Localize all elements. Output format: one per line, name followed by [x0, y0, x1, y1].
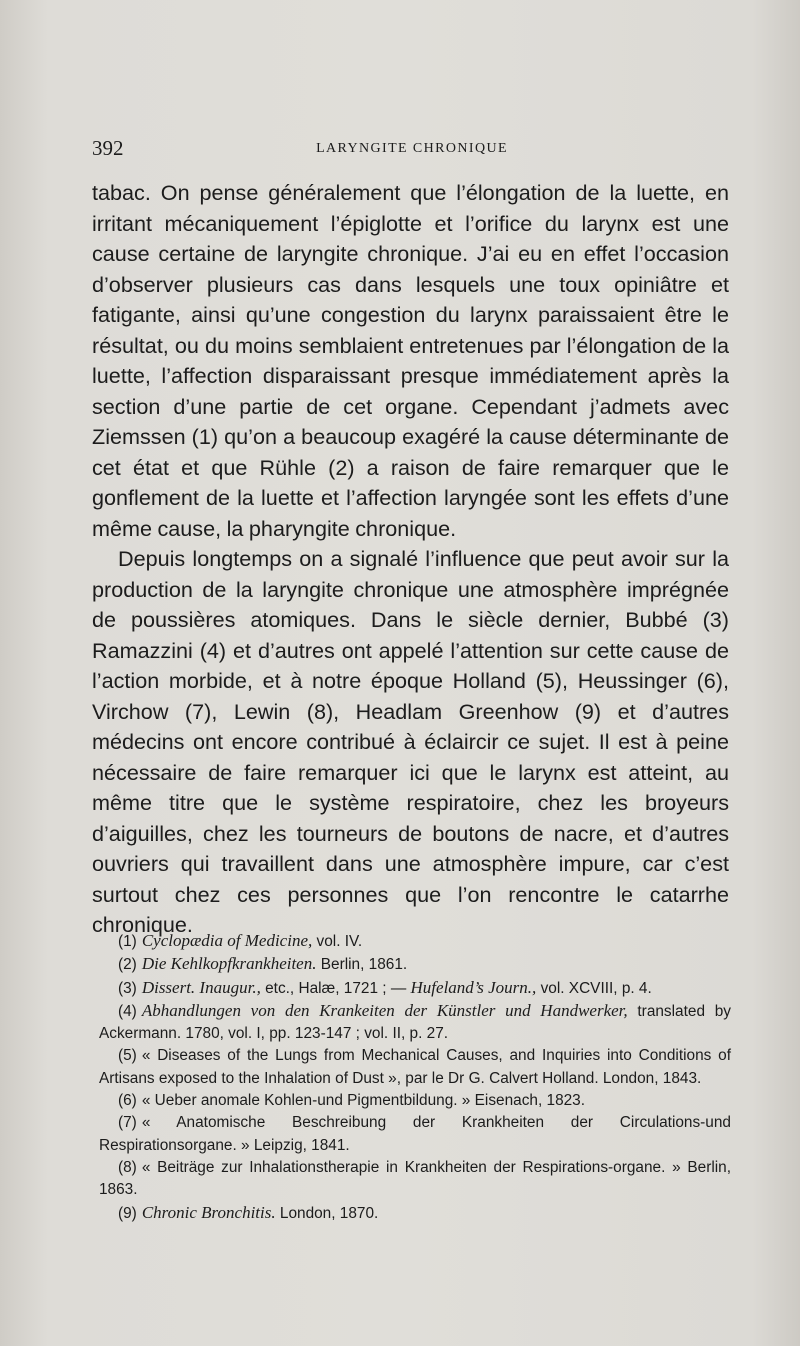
footnote	[80, 1090, 731, 1112]
footnote-text: « Anatomische Beschreibung der Krankheiten der Circulations-und Respirationsorgane. » Leipzig, 1841.	[99, 1114, 731, 1154]
footnote-title: Chronic Bronchitis.	[141, 1202, 276, 1222]
footnote	[80, 977, 731, 1000]
footnote-number: (6)	[118, 1092, 137, 1110]
main-text	[92, 178, 729, 941]
footnote-number: (2)	[118, 956, 137, 974]
footnote-text: etc., Halæ, 1721 ; —	[260, 979, 411, 997]
footnote-text: London, 1870.	[275, 1204, 379, 1222]
footnote-title: Die Kehlkopfkrankheiten.	[141, 954, 317, 974]
paragraph: Depuis longtemps on a signalé l’influence que peut avoir sur la production de la laryngite chronique une atmosphère imprégnée de poussières atomiques. Dans le siècle dernier, Bubbé (3) Ramazzini (4) et d’autres ont appelé l’attention sur cette cause de l’action morbide, et à notre époque Holland (5), Heussinger (6), Virchow (7), Lewin (8), Headlam Greenhow (9) et d’autres médecins ont encore contribué à éclaircir ce sujet. Il est à peine nécessaire de faire remarquer ici que le larynx est atteint, au même titre que le système respiratoire, chez les broyeurs d’aiguilles, chez les tourneurs de boutons de nacre, et d’autres ouvriers qui travaillent dans une atmosphère impure, car c’est surtout chez ces personnes que l’on rencontre le catarrhe chronique.	[92, 546, 729, 937]
footnote-title: Abhandlungen von den Krankeiten der Künstler und Handwerker,	[141, 1000, 628, 1020]
footnote	[80, 953, 731, 976]
footnote-text: translated by Ackermann. 1780, vol. I, pp. 123-147 ; vol. II, p. 27.	[99, 1002, 731, 1043]
page-number: 392	[92, 136, 124, 160]
footnote-text: « Diseases of the Lungs from Mechanical Causes, and Inquiries into Conditions of Artisans exposed to the Inhalation of Dust », par le Dr G. Calvert Holland. London, 1843.	[99, 1047, 731, 1087]
footnote-number: (7)	[118, 1114, 137, 1132]
footnote	[80, 1112, 731, 1157]
footnote	[80, 1157, 731, 1202]
paragraph: tabac. On pense généralement que l’élongation de la luette, en irritant mécaniquement l’épiglotte et l’orifice du larynx est une cause certaine de laryngite chronique. J’ai eu en effet l’occasion d’observer plusieurs cas dans lesquels une toux opiniâtre et fatigante, ainsi qu’une congestion du larynx paraissaient être le résultat, ou du moins semblaient entretenues par l’élongation de la luette, l’affection disparaissant presque immédiatement après la section d’une partie de cet organe. Cependant j’admets avec Ziemssen (1) qu’on a beaucoup exagéré la cause déterminante de cet état et que Rühle (2) a raison de faire remarquer que le gonflement de la luette et l’affection laryngée sont les effets d’une même cause, la pharyngite chronique.	[92, 180, 729, 541]
footnote	[80, 1000, 731, 1046]
footnote-number: (1)	[118, 933, 137, 950]
footnote-title: Cyclopædia of Medicine,	[141, 931, 313, 950]
footnotes	[99, 930, 731, 1225]
footnote-text: vol. IV.	[312, 933, 363, 950]
footnote-number: (5)	[118, 1047, 137, 1065]
footnote-text: vol. XCVIII, p. 4.	[536, 979, 652, 997]
footnote-text: « Beiträge zur Inhalationstherapie in Krankheiten der Respirations-organe. » Berlin, 1863.	[99, 1158, 731, 1199]
footnote-text: « Ueber anomale Kohlen-und Pigmentbildung. » Eisenach, 1823.	[141, 1092, 586, 1110]
footnote	[80, 1045, 731, 1090]
running-head: LARYNGITE CHRONIQUE	[316, 141, 508, 156]
footnote-number: (8)	[118, 1158, 137, 1176]
footnote-number: (4)	[118, 1002, 137, 1020]
footnote-title: Dissert. Inaugur.,	[141, 977, 261, 997]
footnote	[80, 1202, 731, 1225]
footnote-title: Hufeland’s Journ.,	[410, 977, 537, 997]
footnote	[80, 930, 731, 953]
footnote-number: (3)	[118, 979, 137, 997]
page-header	[92, 136, 732, 166]
footnote-number: (9)	[118, 1204, 137, 1222]
footnote-text: Berlin, 1861.	[316, 956, 408, 974]
